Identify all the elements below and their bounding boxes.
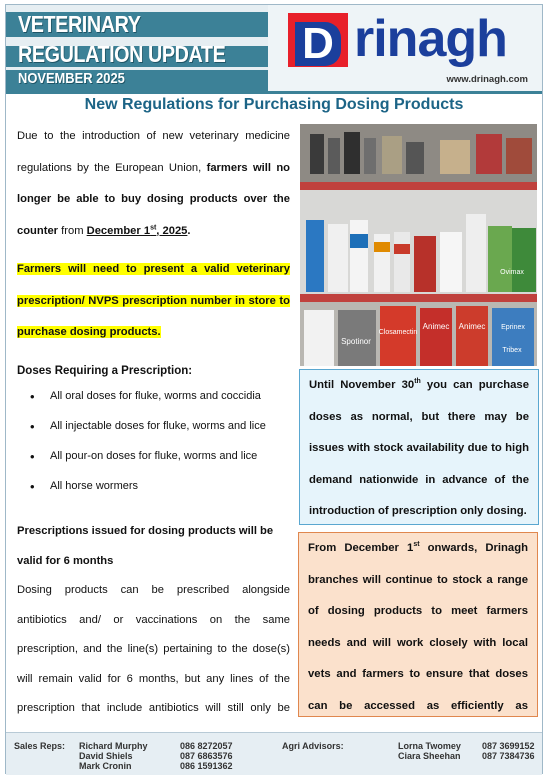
photo-box-label: Eprinex bbox=[501, 324, 525, 331]
advisor-name: Lorna Twomey bbox=[398, 741, 461, 751]
rep-phone: 086 1591362 bbox=[180, 761, 233, 771]
header-banner bbox=[6, 5, 268, 91]
photo-box-label: Tribex bbox=[502, 347, 522, 354]
logo-panel bbox=[268, 5, 542, 91]
shop-shelf-photo bbox=[300, 124, 537, 366]
photo-box-label: Animec bbox=[458, 322, 486, 331]
list-item: • All oral doses for fluke, worms and coccidia bbox=[30, 390, 266, 420]
sales-reps-label: Sales Reps: bbox=[14, 741, 66, 751]
agri-advisors-label: Agri Advisors: bbox=[282, 741, 344, 751]
photo-box-label: Closamectin bbox=[378, 329, 418, 336]
prescription-required-highlight: Farmers will need to present a valid veterinary prescription/ NVPS prescription number in store to purchase dosing products. bbox=[17, 263, 290, 338]
website-link[interactable]: www.drinagh.com bbox=[446, 74, 528, 85]
list-item: • All injectable doses for fluke, worms and lice bbox=[30, 420, 266, 450]
rep-name: Mark Cronin bbox=[79, 761, 132, 771]
rep-name: David Shiels bbox=[79, 751, 133, 761]
advisor-name: Ciara Sheehan bbox=[398, 751, 461, 761]
doses-list bbox=[30, 390, 266, 510]
photo-box-label: Animec bbox=[422, 322, 450, 331]
photo-box-label: Spotinor bbox=[341, 337, 371, 346]
prescriptions-heading: Prescriptions issued for dosing products will be valid for 6 months bbox=[17, 525, 274, 567]
list-item: • All pour-on doses for fluke, worms and lice bbox=[30, 450, 266, 480]
from-december-notice: From December 1st onwards, Drinagh branches will continue to stock a range of dosing products to meet farmers needs and will work closely with local vets and farmers to ensure that doses can be accessed as efficiently as bbox=[298, 532, 538, 717]
prescriptions-body: Dosing products can be prescribed alongside antibiotics and/ or vaccinations on the same prescription, and the line(s) pertaining to the dose(s) will remain valid for 6 months, but any lines of the prescription that include antibiotics will still only be bbox=[17, 584, 290, 714]
photo-box-label: Ovimax bbox=[500, 269, 524, 276]
header-title-line2: REGULATION UPDATE bbox=[18, 41, 226, 67]
rep-phone: 087 6863576 bbox=[180, 751, 233, 761]
header-title-line1: VETERINARY bbox=[18, 11, 141, 37]
contact-footer bbox=[6, 732, 542, 775]
header-rule bbox=[6, 91, 542, 94]
list-item: • All horse wormers bbox=[30, 480, 266, 510]
header-date: NOVEMBER 2025 bbox=[18, 70, 125, 87]
page-title: New Regulations for Purchasing Dosing Products bbox=[84, 96, 464, 113]
doses-heading: Doses Requiring a Prescription: bbox=[17, 365, 193, 377]
intro-paragraph: Due to the introduction of new veterinary medicine regulations by the European Union, farmers will no longer be able to buy dosing products over the counter from December 1st, 2025. bbox=[17, 130, 290, 237]
advisor-phone: 087 3699152 bbox=[482, 741, 535, 751]
until-november-notice: Until November 30th you can purchase doses as normal, but there may be issues with stock availability due to high demand nationwide in advance of the introduction of prescription only dosing. bbox=[299, 369, 539, 525]
drinagh-logo-mark: D bbox=[288, 13, 348, 67]
drinagh-logo-text: rinagh bbox=[354, 10, 507, 68]
rep-phone: 086 8272057 bbox=[180, 741, 233, 751]
advisor-phone: 087 7384736 bbox=[482, 751, 535, 761]
rep-name: Richard Murphy bbox=[79, 741, 148, 751]
